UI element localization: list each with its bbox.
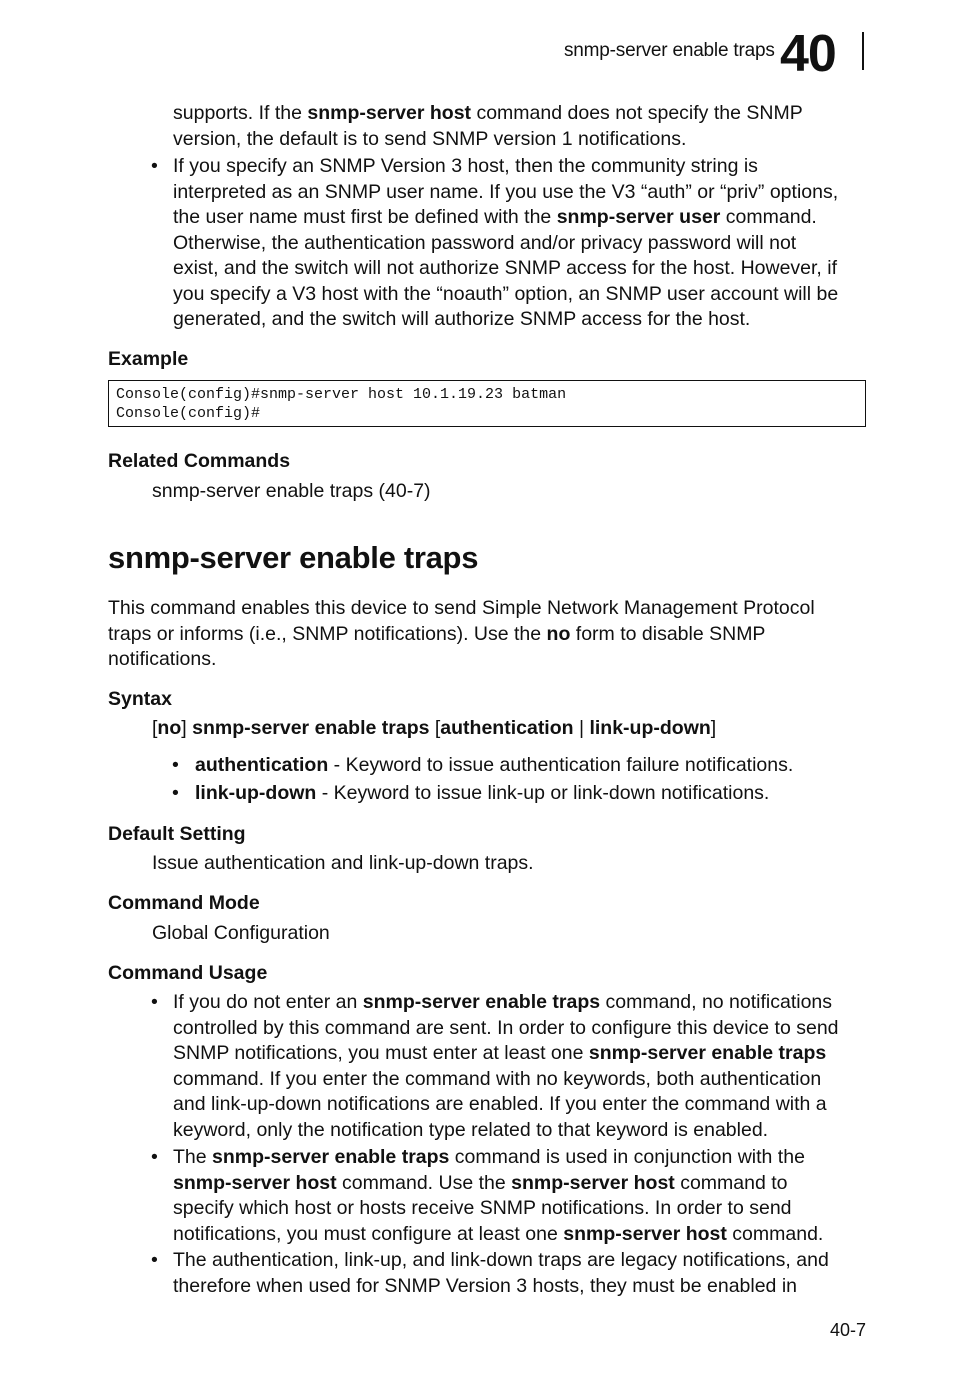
- text-run: keyword, only the notification type related to that keyword is enabled.: [173, 1118, 769, 1141]
- command-mode-text: Global Configuration: [152, 922, 330, 944]
- text-run: command to: [674, 1171, 788, 1194]
- section-title: snmp-server enable traps: [108, 540, 479, 575]
- chapter-number: 40: [780, 25, 836, 83]
- page-number: 40-7: [829, 1320, 866, 1340]
- text-run: If you do not enter an: [173, 991, 363, 1013]
- syntax-item-authentication: [195, 753, 875, 779]
- usage-item: [173, 1145, 873, 1247]
- text-run: ]: [181, 717, 193, 739]
- text-run: command is used in conjunction with the: [449, 1146, 805, 1168]
- continued-paragraph: [173, 101, 873, 152]
- text-run: specify which host or hosts receive SNMP notifications. In order to send: [173, 1197, 792, 1219]
- command-usage-heading: Command Usage: [108, 962, 268, 984]
- command-keyword: snmp-server host: [511, 1171, 675, 1194]
- syntax-line: [152, 716, 716, 742]
- bullet-marker: •: [151, 991, 158, 1013]
- text-run: command.: [726, 1222, 824, 1245]
- text-run: command.: [720, 206, 817, 228]
- bullet-marker: •: [172, 782, 179, 804]
- text-run: and link-up-down notifications are enabled. If you enter the command with a: [173, 1093, 827, 1115]
- command-keyword: no: [157, 717, 182, 739]
- text-run: the user name must first be defined with the: [173, 206, 557, 228]
- section-intro: [108, 596, 868, 673]
- text-run: notifications.: [108, 648, 217, 670]
- text-run: |: [573, 717, 590, 739]
- text-run: [: [429, 717, 441, 739]
- code-line: Console(config)#: [116, 405, 261, 422]
- header-rule: [862, 32, 864, 70]
- text-run: - Keyword to issue authentication failure notifications.: [328, 754, 794, 776]
- command-keyword: link-up-down: [195, 782, 317, 804]
- bullet-marker: •: [151, 1249, 158, 1271]
- text-run: generated, and the switch will authorize SNMP access for the host.: [173, 308, 751, 330]
- code-example: [108, 380, 866, 427]
- command-keyword: authentication: [195, 754, 329, 776]
- command-keyword: snmp-server host: [307, 102, 472, 124]
- command-keyword: snmp-server enable traps: [362, 991, 601, 1013]
- text-run: ]: [710, 717, 717, 739]
- text-run: SNMP notifications, you must enter at least one: [173, 1042, 589, 1064]
- usage-item: [173, 1248, 873, 1299]
- text-run: If you specify an SNMP Version 3 host, then the community string is: [173, 155, 758, 177]
- text-run: The: [173, 1146, 213, 1168]
- text-run: version, the default is to send SNMP version 1 notifications.: [173, 127, 687, 150]
- text-run: [: [152, 717, 158, 739]
- text-run: command, no notifications: [600, 991, 833, 1013]
- text-run: controlled by this command are sent. In order to configure this device to send: [173, 1016, 839, 1039]
- command-keyword: snmp-server enable traps: [192, 717, 430, 739]
- text-run: you specify a V3 host with the “noauth” option, an SNMP user account will be: [173, 282, 839, 305]
- command-mode-heading: Command Mode: [108, 892, 260, 914]
- command-keyword: no: [546, 622, 571, 645]
- command-keyword: snmp-server enable traps: [588, 1042, 827, 1064]
- command-keyword: snmp-server host: [563, 1222, 727, 1245]
- text-run: exist, and the switch will not authorize SNMP access for the host. However, if: [173, 257, 838, 279]
- default-setting-heading: Default Setting: [108, 823, 246, 845]
- text-run: notifications, you must configure at least one: [173, 1222, 564, 1245]
- text-run: supports. If the: [173, 102, 308, 124]
- command-keyword: snmp-server user: [556, 206, 721, 228]
- text-run: command does not specify the SNMP: [471, 102, 803, 124]
- command-keyword: link-up-down: [589, 717, 711, 739]
- example-heading: Example: [108, 348, 189, 370]
- text-run: This command enables this device to send Simple Network Management Protocol: [108, 597, 815, 619]
- command-keyword: snmp-server host: [173, 1171, 337, 1194]
- syntax-heading: Syntax: [108, 688, 172, 710]
- text-run: Otherwise, the authentication password and/or privacy password will not: [173, 231, 797, 254]
- related-command-link[interactable]: snmp-server enable traps (40-7): [152, 480, 431, 502]
- default-setting-text: Issue authentication and link-up-down traps.: [152, 852, 534, 874]
- syntax-item-link-up-down: [195, 781, 875, 807]
- running-header-title: snmp-server enable traps: [564, 40, 775, 61]
- command-keyword: authentication: [440, 717, 574, 739]
- text-run: command. Use the: [336, 1171, 512, 1194]
- related-commands-heading: Related Commands: [108, 450, 291, 472]
- code-line: Console(config)#snmp-server host 10.1.19.23 batman: [116, 386, 567, 403]
- text-run: form to disable SNMP: [570, 622, 766, 645]
- usage-item: [173, 990, 873, 1143]
- text-run: - Keyword to issue link-up or link-down notifications.: [316, 782, 770, 804]
- text-run: therefore when used for SNMP Version 3 hosts, they must be enabled in: [173, 1274, 797, 1297]
- bullet-marker: •: [172, 754, 179, 776]
- bullet-v3-host: [173, 154, 873, 333]
- text-run: interpreted as an SNMP user name. If you use the V3 “auth” or “priv” options,: [173, 180, 839, 203]
- text-run: traps or informs (i.e., SNMP notifications). Use the: [108, 622, 547, 645]
- bullet-marker: •: [151, 1146, 158, 1168]
- text-run: The authentication, link-up, and link-down traps are legacy notifications, and: [173, 1249, 829, 1271]
- text-run: command. If you enter the command with no keywords, both authentication: [173, 1067, 822, 1090]
- command-keyword: snmp-server enable traps: [212, 1146, 450, 1168]
- bullet-marker: •: [151, 155, 158, 177]
